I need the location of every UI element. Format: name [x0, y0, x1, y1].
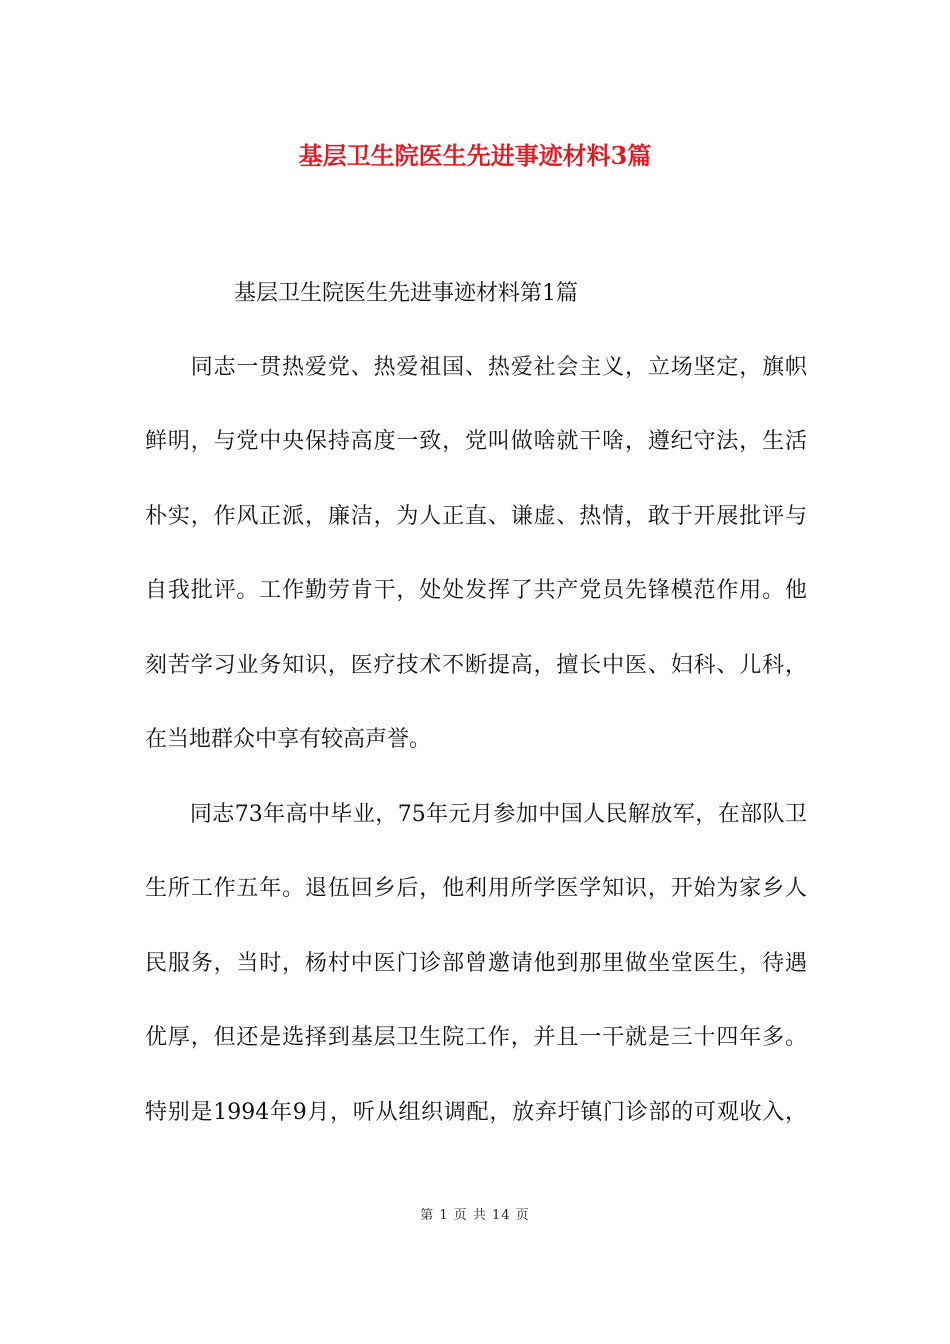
section-heading: 基层卫生院医生先进事迹材料第1篇 [234, 281, 578, 306]
paragraph-line: 在当地群众中享有较高声誉。 [145, 726, 432, 752]
paragraph-line: 生所工作五年。退伍回乡后，他利用所学医学知识，开始为家乡人 [145, 876, 807, 902]
paragraph-1 [145, 331, 807, 777]
paragraph-line: 民服务，当时，杨村中医门诊部曾邀请他到那里做坐堂医生，待遇 [145, 950, 807, 976]
paragraph-line: 刻苦学习业务知识，医疗技术不断提高，擅长中医、妇科、儿科， [145, 652, 807, 678]
paragraph-line: 自我批评。工作勤劳肯干，处处发挥了共产党员先锋模范作用。他 [145, 578, 807, 604]
paragraph-line: 优厚，但还是选择到基层卫生院工作，并且一干就是三十四年多。 [145, 1025, 807, 1051]
paragraph-line: 鲜明，与党中央保持高度一致，党叫做啥就干啥，遵纪守法，生活 [145, 429, 807, 455]
page-number-footer: 第 1 页 共 14 页 [420, 1208, 530, 1223]
paragraph-line: 同志一贯热爱党、热爱祖国、热爱社会主义，立场坚定，旗帜 [145, 355, 807, 380]
paragraph-line: 特别是1994年9月，听从组织调配，放弃圩镇门诊部的可观收入， [145, 1099, 807, 1125]
paragraph-2 [145, 778, 807, 1150]
document-title: 基层卫生院医生先进事迹材料3篇 [298, 141, 652, 170]
paragraph-line: 同志73年高中毕业，75年元月参加中国人民解放军，在部队卫 [145, 802, 807, 827]
paragraph-line: 朴实，作风正派，廉洁，为人正直、谦虚、热情，敢于开展批评与 [145, 503, 807, 529]
